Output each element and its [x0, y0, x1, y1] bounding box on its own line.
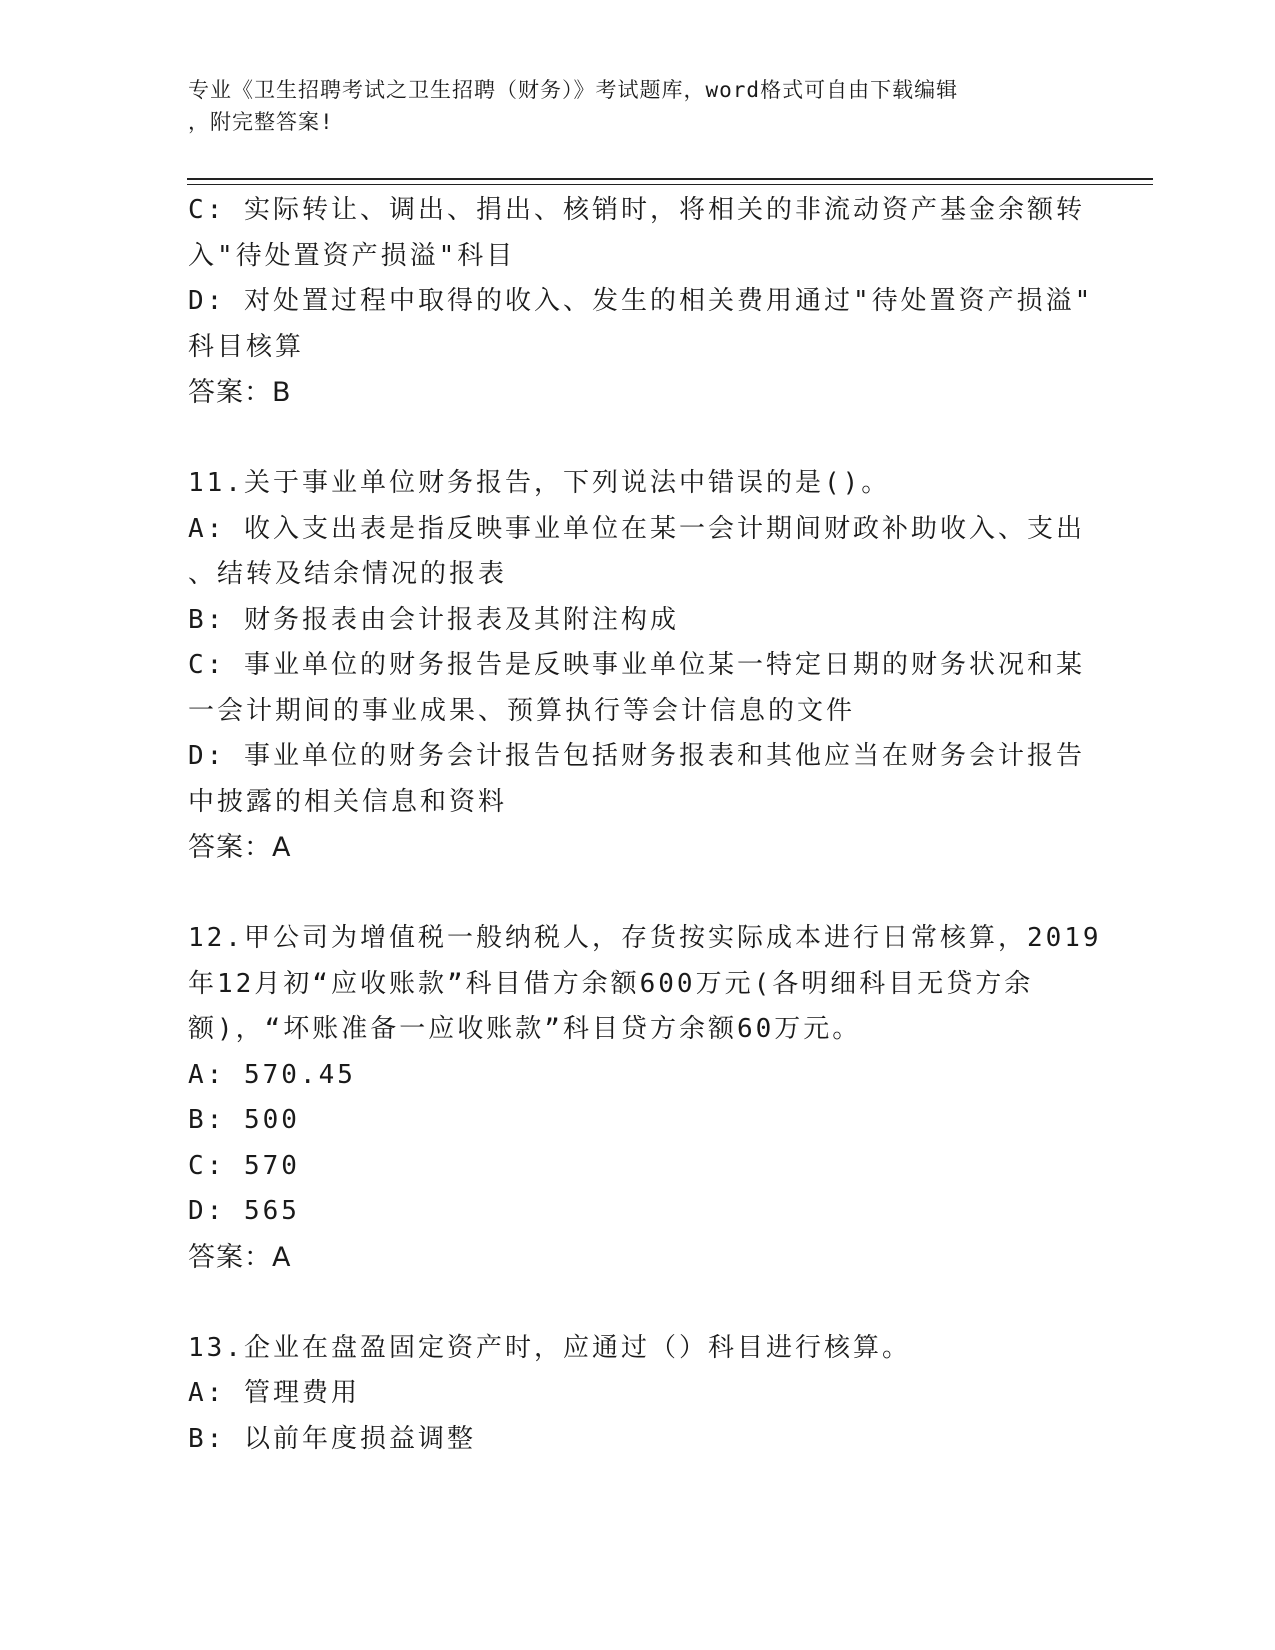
option-c-line-2: 入"待处置资产损溢"科目	[188, 240, 516, 271]
option-d: D: 565	[188, 1196, 300, 1226]
option-a-line-2: 、结转及结余情况的报表	[188, 559, 508, 589]
question-13	[188, 1326, 1088, 1463]
spacer	[188, 871, 1088, 917]
option-b: B: 500	[188, 1105, 300, 1135]
question-content	[188, 188, 1102, 1462]
header-title-line-2: ，附完整答案!	[188, 110, 334, 134]
option-b: B: 财务报表由会计报表及其附注构成	[188, 604, 679, 635]
header-title-line-1: 专业《卫生招聘考试之卫生招聘（财务）》考试题库，word格式可自由下载编辑	[188, 78, 959, 102]
answer-line: 答案：A	[188, 1241, 292, 1273]
answer-line: 答案：A	[188, 832, 292, 863]
option-c-line-2: 一会计期间的事业成果、预算执行等会计信息的文件	[188, 695, 856, 726]
option-a-line-1: A: 收入支出表是指反映事业单位在某一会计期间财政补助收入、支出	[188, 513, 1085, 544]
option-c-line-1: C: 实际转让、调出、捐出、核销时，将相关的非流动资产基金余额转	[188, 195, 1085, 225]
header-rule-thick	[187, 178, 1153, 180]
option-b: B: 以前年度损益调整	[188, 1423, 476, 1454]
document-header	[188, 74, 1068, 138]
question-11	[188, 461, 1088, 871]
option-c: C: 570	[188, 1150, 300, 1181]
option-d-line-2: 中披露的相关信息和资料	[188, 786, 508, 817]
header-rule-thin	[187, 184, 1153, 185]
option-d-line-1: D: 对处置过程中取得的收入、发生的相关费用通过"待处置资产损溢"	[188, 286, 1094, 316]
option-d-line-1: D: 事业单位的财务会计报告包括财务报表和其他应当在财务会计报告	[188, 741, 1085, 771]
question-stem: 11.关于事业单位财务报告，下列说法中错误的是()。	[188, 468, 891, 498]
option-a: A: 570.45	[188, 1059, 356, 1090]
question-stem-line-3: 额)，“坏账准备一应收账款”科目贷方余额60万元。	[188, 1014, 862, 1044]
option-a: A: 管理费用	[188, 1378, 360, 1408]
option-c-line-1: C: 事业单位的财务报告是反映事业单位某一特定日期的财务状况和某	[188, 650, 1085, 680]
prev-question	[188, 188, 1094, 416]
question-stem: 13.企业在盘盈固定资产时，应通过（）科目进行核算。	[188, 1332, 911, 1363]
spacer	[188, 1280, 1088, 1326]
question-stem-line-2: 年12月初“应收账款”科目借方余额600万元(各明细科目无贷方余	[188, 968, 1034, 999]
spacer	[188, 416, 1088, 462]
question-12	[188, 916, 1102, 1280]
option-d-line-2: 科目核算	[188, 331, 305, 362]
answer-line: 答案：B	[188, 377, 292, 408]
question-stem-line-1: 12.甲公司为增值税一般纳税人，存货按实际成本进行日常核算，2019	[188, 923, 1102, 953]
